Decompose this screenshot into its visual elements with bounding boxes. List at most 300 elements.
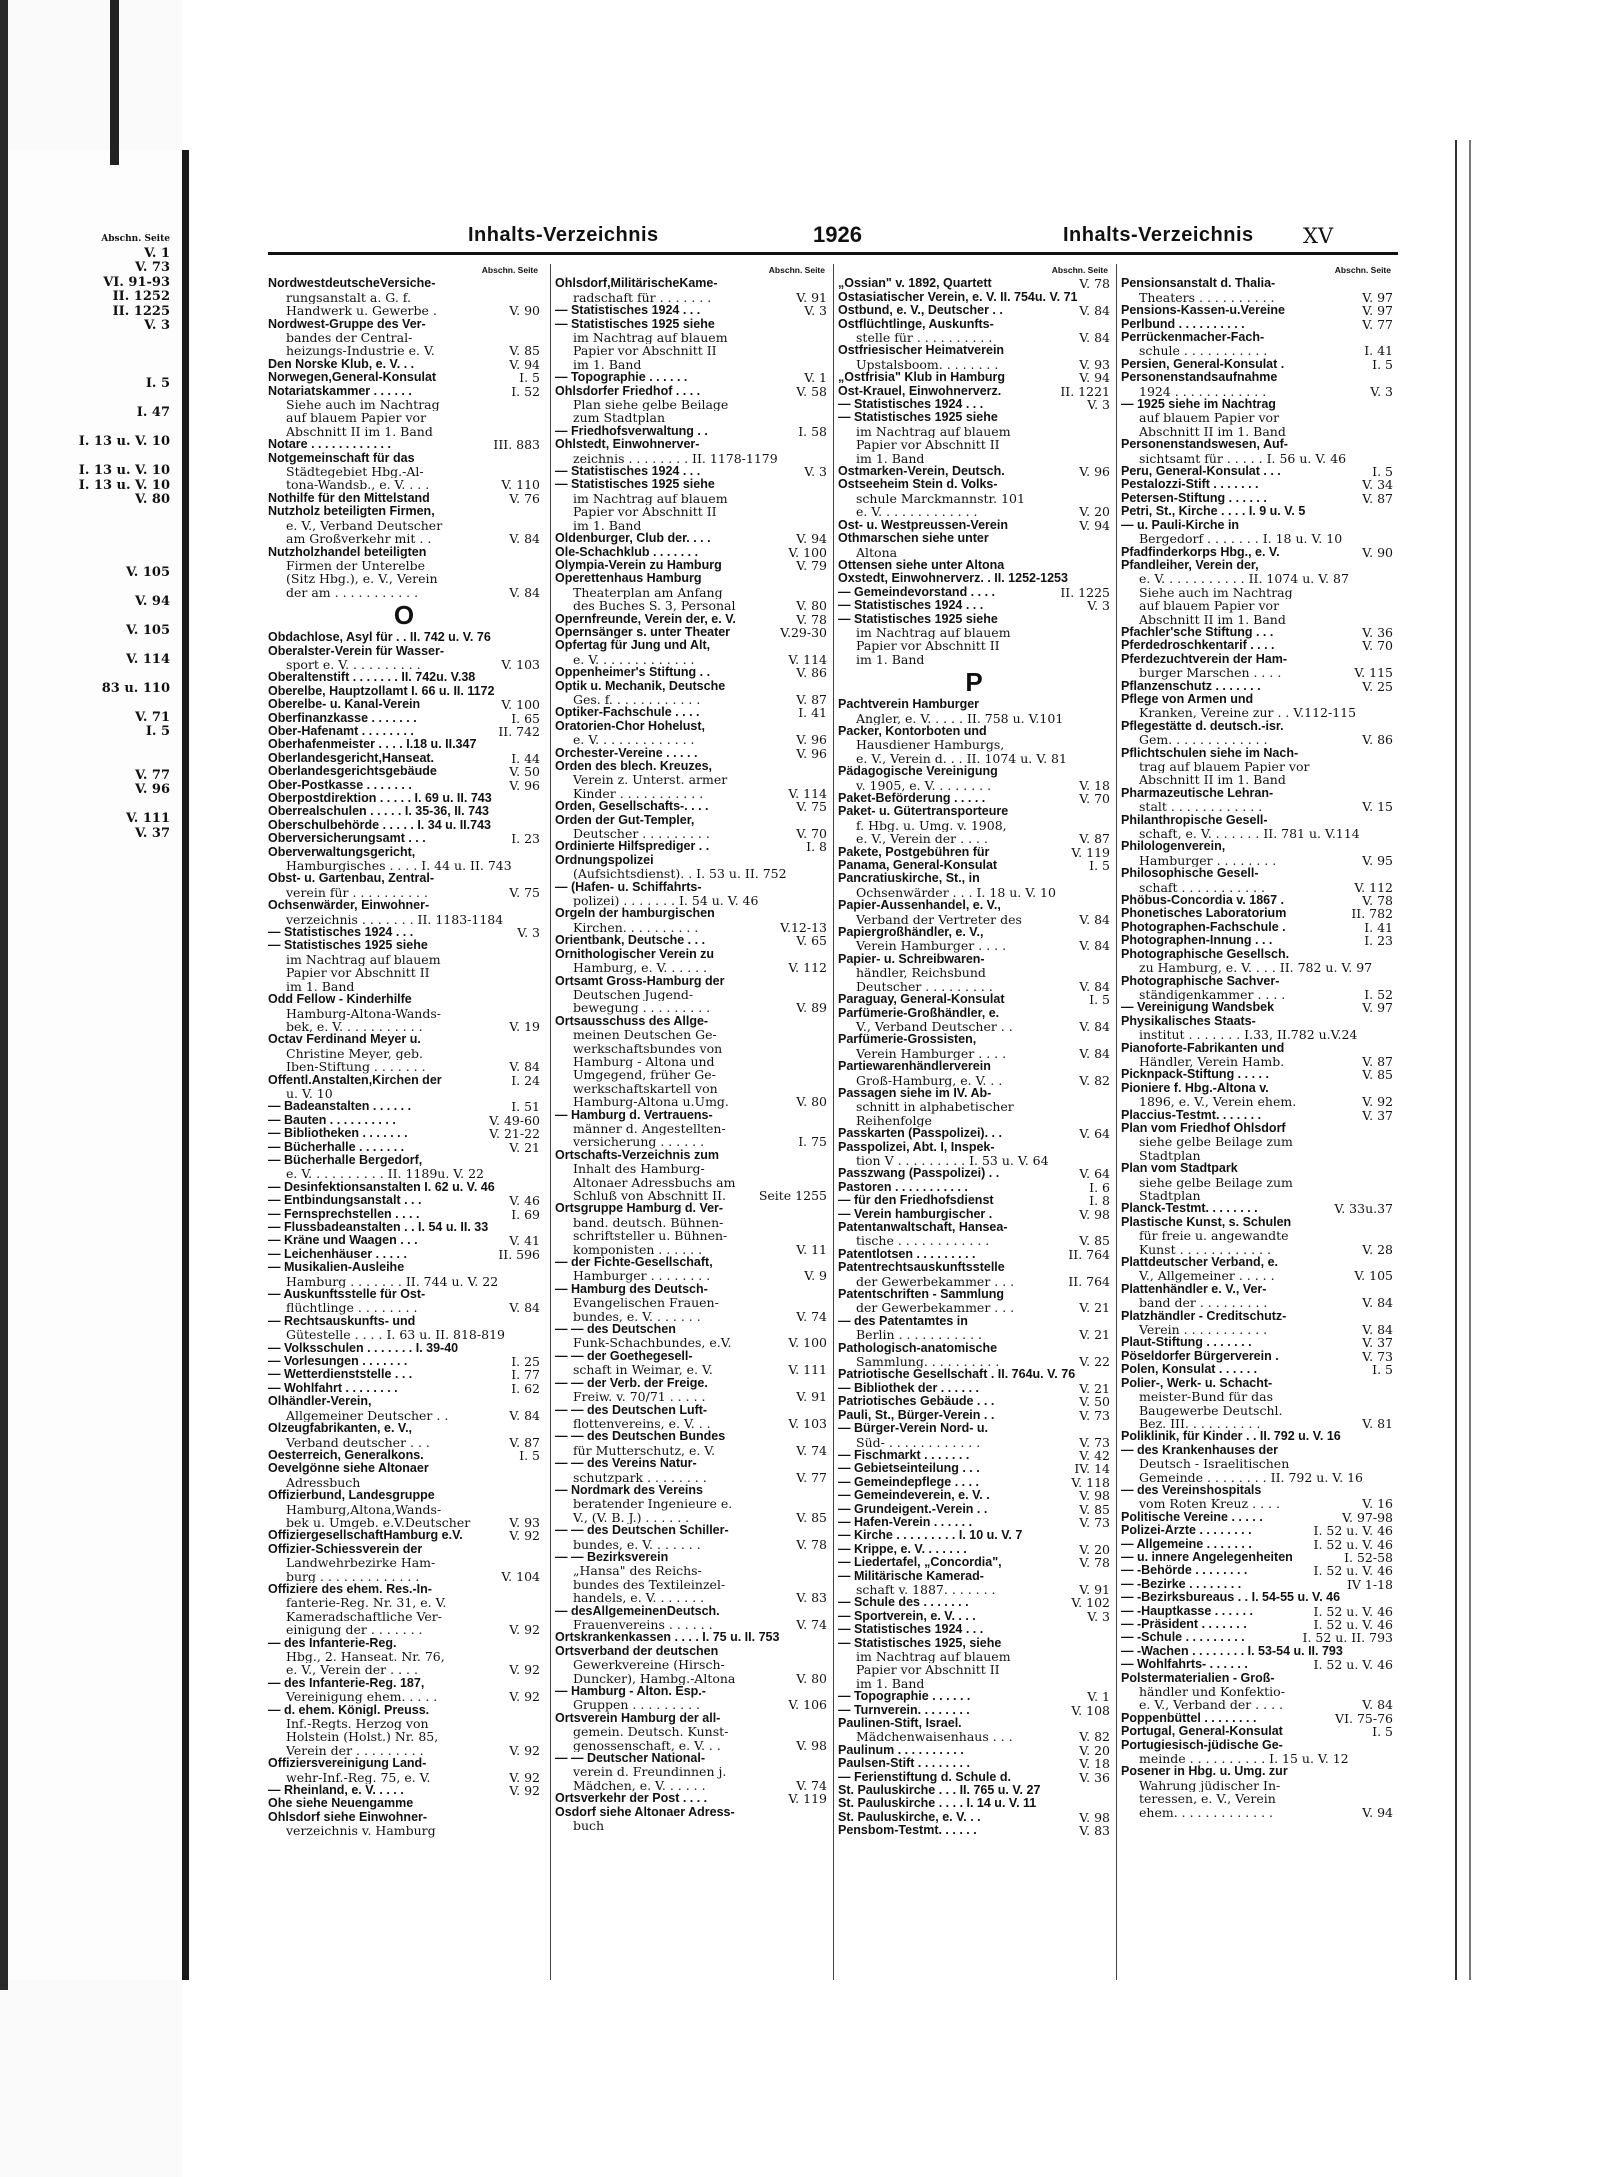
index-entry-continuation xyxy=(268,1610,540,1623)
index-entry-continuation xyxy=(555,1176,827,1189)
entry-text: — Desinfektionsanstalten I. 62 u. V. 46 xyxy=(268,1180,495,1194)
index-entry xyxy=(838,1342,1110,1355)
entry-reference: V. 87 xyxy=(1362,491,1393,506)
fragment-line xyxy=(10,740,178,755)
index-entry xyxy=(268,1489,540,1502)
index-entry-continuation xyxy=(555,988,827,1001)
entry-text: Ostmarken-Verein, Deutsch. xyxy=(838,465,1005,479)
entry-text: — Sportverein, e. V. . . . xyxy=(838,1609,976,1623)
index-entry xyxy=(838,465,1110,478)
entry-text: Philanthropische Gesell- xyxy=(1121,813,1268,827)
index-entry xyxy=(1121,358,1393,371)
index-entry xyxy=(268,546,540,559)
index-entry-continuation xyxy=(1121,572,1393,585)
entry-reference: V. 15 xyxy=(1362,800,1393,814)
index-entry-continuation xyxy=(555,1471,827,1484)
index-entry xyxy=(268,277,540,290)
index-entry xyxy=(268,358,540,371)
index-entry-continuation xyxy=(555,1819,827,1832)
entry-reference: V. 85 xyxy=(796,1510,827,1525)
fragment-line: V. 1 xyxy=(144,246,170,261)
fragment-line xyxy=(10,609,178,624)
entry-text: — Statistisches 1924 . . . xyxy=(555,304,701,318)
entry-text: Ordinierte Hilfsprediger . . xyxy=(555,840,710,854)
entry-text: Theaters . . . . . . . . . . xyxy=(1139,290,1275,305)
entry-text: Placcius-Testmt. . . . . . . xyxy=(1121,1108,1262,1122)
index-entry xyxy=(555,572,827,585)
index-entry xyxy=(1121,1645,1393,1658)
entry-reference: V. 74 xyxy=(796,1618,827,1632)
index-entry xyxy=(1121,331,1393,344)
index-entry-continuation xyxy=(555,1444,827,1457)
index-entry xyxy=(555,1350,827,1363)
entry-text: Orden, Gesellschafts-. . . . xyxy=(555,800,709,814)
entry-text: Ostseeheim Stein d. Volks- xyxy=(838,478,998,492)
entry-text: Plan vom Friedhof Ohlsdorf xyxy=(1121,1121,1286,1135)
index-entry xyxy=(838,291,1110,304)
entry-text: Gewerkvereine (Hirsch- xyxy=(573,1658,725,1672)
entry-text: Pferdedroschkentarif . . . . xyxy=(1121,639,1275,653)
index-entry xyxy=(1121,1564,1393,1577)
entry-reference: V. 36 xyxy=(1079,1770,1110,1785)
entry-text: Ochsenwärder . . . I. 18 u. V. 10 xyxy=(856,885,1056,900)
entry-reference: V. 3 xyxy=(1087,1609,1110,1624)
header-rule xyxy=(268,252,1398,255)
entry-reference: I. 23 xyxy=(1364,934,1393,948)
fragment-line: V. 105 xyxy=(125,623,170,638)
index-entry-continuation xyxy=(268,532,540,545)
entry-text: verzeichnis v. Hamburg xyxy=(286,1824,436,1838)
entry-text: band. deutsch. Bühnen- xyxy=(573,1215,724,1230)
index-entry xyxy=(838,1623,1110,1636)
index-entry-continuation xyxy=(268,1087,540,1100)
entry-text: Ober-Postkasse . . . . . . . xyxy=(268,778,412,792)
entry-text: Pensbom-Testmt. . . . . . xyxy=(838,1824,977,1838)
entry-text: Ortsverkehr der Post . . . . xyxy=(555,1792,708,1806)
entry-text: — Grundeigent.-Verein . . xyxy=(838,1502,988,1516)
entry-reference: V. 19 xyxy=(509,1019,540,1034)
index-entry-continuation xyxy=(555,867,827,880)
entry-text: polizei) . . . . . . . I. 54 u. V. 46 xyxy=(573,894,759,908)
index-entry xyxy=(838,1824,1110,1837)
entry-reference: V. 84 xyxy=(1079,979,1110,994)
entry-text: „Hansa" des Reichs- xyxy=(573,1564,702,1578)
entry-reference: V. 97 xyxy=(1362,290,1393,305)
entry-text: händler, Reichsbund xyxy=(856,966,986,980)
entry-text: Funk-Schachbundes, e.V. xyxy=(573,1336,732,1350)
entry-text: schaft v. 1887. . . . . . . xyxy=(856,1582,996,1597)
entry-text: bundes, e. V. . . . . . . xyxy=(573,1537,701,1551)
entry-reference: V. 96 xyxy=(796,733,827,747)
entry-text: — -Hauptkasse . . . . . . xyxy=(1121,1604,1253,1618)
entry-text: Ohlsdorfer Friedhof . . . . xyxy=(555,384,701,398)
entry-text: verein für . . . . . . . . . . xyxy=(286,885,428,900)
index-entry-continuation xyxy=(555,331,827,344)
entry-reference: V. 22 xyxy=(1079,1355,1110,1369)
entry-text: Personenstandsaufnahme xyxy=(1121,371,1278,385)
entry-text: Ortsgruppe Hamburg d. Ver- xyxy=(555,1202,724,1216)
entry-text: — Musikalien-Ausleihe xyxy=(268,1261,405,1275)
index-entry xyxy=(1121,747,1393,760)
entry-text: radschaft für . . . . . . . xyxy=(573,290,712,305)
index-entry xyxy=(268,872,540,885)
index-entry-continuation xyxy=(555,1042,827,1055)
entry-text: Politische Vereine . . . . . xyxy=(1121,1510,1263,1524)
fragment-line: I. 47 xyxy=(136,406,170,420)
index-entry xyxy=(1121,1618,1393,1631)
entry-text: — Topographie . . . . . . xyxy=(555,371,688,385)
index-entry xyxy=(555,318,827,331)
fragment-line: V. 94 xyxy=(135,594,170,609)
entry-text: Abschnitt II im 1. Band xyxy=(1139,424,1286,439)
index-entry xyxy=(268,1355,540,1368)
entry-reference: V. 97 xyxy=(1362,1001,1393,1015)
entry-reference: V. 33u.37 xyxy=(1334,1202,1393,1216)
index-entry-continuation xyxy=(555,1538,827,1551)
entry-reference: V. 79 xyxy=(796,558,827,573)
index-entry xyxy=(555,613,827,626)
index-entry xyxy=(838,371,1110,384)
entry-text: Papiergroßhändler, e. V., xyxy=(838,926,984,940)
index-entry xyxy=(268,645,540,658)
index-entry-continuation xyxy=(838,653,1110,666)
index-entry-continuation xyxy=(838,1234,1110,1247)
index-entry-continuation xyxy=(268,344,540,357)
index-entry-continuation xyxy=(555,1243,827,1256)
index-entry-continuation xyxy=(1121,1698,1393,1711)
entry-text: — Wohlfahrts- . . . . . . xyxy=(1121,1658,1248,1672)
entry-reference: V. 114 xyxy=(788,652,827,667)
index-entry-continuation xyxy=(555,1189,827,1202)
index-entry xyxy=(838,1476,1110,1489)
entry-text: „Ossian" v. 1892, Quartett xyxy=(838,277,992,291)
entry-reference: V. 84 xyxy=(509,1060,540,1074)
index-column-2 xyxy=(550,264,827,1980)
entry-text: Opfertag für Jung und Alt, xyxy=(555,639,711,653)
entry-text: — -Schule . . . . . . . . . xyxy=(1121,1631,1245,1645)
index-entry xyxy=(268,1315,540,1328)
index-entry-continuation xyxy=(555,653,827,666)
index-entry-continuation xyxy=(838,331,1110,344)
index-entry xyxy=(838,1570,1110,1583)
entry-text: — (Hafen- u. Schiffahrts- xyxy=(555,880,702,894)
index-entry-continuation xyxy=(1121,411,1393,424)
entry-reference: V. 58 xyxy=(796,384,827,399)
index-entry-continuation xyxy=(268,572,540,585)
index-entry-continuation xyxy=(555,505,827,518)
entry-text: schutzpark . . . . . . . . xyxy=(573,1470,707,1484)
entry-text: 1924 . . . . . . . . . . . . xyxy=(1139,384,1267,399)
index-entry xyxy=(1121,1672,1393,1685)
entry-text: Ost- u. Westpreussen-Verein xyxy=(838,518,1008,532)
index-entry xyxy=(838,1368,1110,1381)
entry-text: Papier-Aussenhandel, e. V., xyxy=(838,899,1001,913)
entry-reference: V. 73 xyxy=(1079,1435,1110,1449)
index-entry-continuation xyxy=(555,1698,827,1711)
entry-reference: V. 119 xyxy=(788,1792,827,1806)
scanner-edge xyxy=(0,0,8,1990)
index-entry xyxy=(838,1194,1110,1207)
entry-text: Abschnitt II im 1. Band xyxy=(1139,773,1286,787)
index-entry-continuation xyxy=(838,1583,1110,1596)
index-entry xyxy=(838,559,1110,572)
index-entry-continuation xyxy=(838,819,1110,832)
index-entry-continuation xyxy=(1121,827,1393,840)
index-entry xyxy=(1121,1578,1393,1591)
entry-text: im Nachtrag auf blauem xyxy=(573,491,728,506)
entry-reference: V. 18 xyxy=(1079,1757,1110,1771)
column-header: Abschn. Seite xyxy=(481,265,538,275)
index-entry xyxy=(838,1221,1110,1234)
entry-text: Ober-Hafenamt . . . . . . . . xyxy=(268,724,414,738)
entry-text: tona-Wandsb., e. V. . . . xyxy=(286,478,430,492)
entry-text: Oberversicherungsamt . . . xyxy=(268,832,426,846)
index-entry-continuation xyxy=(268,1623,540,1636)
entry-text: Handwerk u. Gewerbe . xyxy=(286,304,437,318)
entry-text: Oberschulbehörde . . . . . I. 34 u. II.743 xyxy=(268,818,491,832)
index-entry-continuation xyxy=(1121,854,1393,867)
index-entry xyxy=(1121,492,1393,505)
entry-text: — Statistisches 1925 siehe xyxy=(838,411,998,425)
entry-text: Mädchen, e. V. . . . . . xyxy=(573,1778,706,1793)
entry-reference: II. 1221 xyxy=(1060,384,1110,399)
index-entry xyxy=(555,881,827,894)
entry-text: Personenstandswesen, Auf- xyxy=(1121,438,1288,452)
entry-reference: V. 92 xyxy=(509,1784,540,1798)
index-entry-continuation xyxy=(268,1060,540,1073)
entry-text: sport e. V. . . . . . . . . . xyxy=(286,657,421,672)
index-entry-continuation xyxy=(268,1007,540,1020)
index-entry-continuation xyxy=(1121,1806,1393,1819)
entry-reference: V. 91 xyxy=(1079,1582,1110,1597)
index-entry xyxy=(838,1556,1110,1569)
index-entry-continuation xyxy=(838,438,1110,451)
entry-text: bundes des Textileinzel- xyxy=(573,1577,726,1592)
entry-reference: V. 16 xyxy=(1362,1497,1393,1511)
entry-reference: V. 20 xyxy=(1079,1743,1110,1758)
index-entry xyxy=(555,1605,827,1618)
index-entry-continuation xyxy=(555,1296,827,1309)
entry-text: der am . . . . . . . . . . . xyxy=(286,585,419,600)
entry-text: schriftsteller u. Bühnen- xyxy=(573,1229,728,1243)
entry-reference: V. 82 xyxy=(1079,1730,1110,1744)
index-entry xyxy=(1121,948,1393,961)
index-entry-continuation xyxy=(1121,532,1393,545)
entry-text: — Statistisches 1924 . . . xyxy=(838,599,984,613)
entry-reference: V. 100 xyxy=(788,545,827,559)
entry-text: Bergedorf . . . . . . . I. 18 u. V. 10 xyxy=(1139,532,1343,546)
entry-reference: V. 78 xyxy=(1079,1556,1110,1570)
entry-text: Pflichtschulen siehe im Nach- xyxy=(1121,746,1299,760)
index-entry-continuation xyxy=(268,859,540,872)
fragment-line: I. 13 u. V. 10 xyxy=(78,478,170,493)
entry-text: — Militärische Kamerad- xyxy=(838,1569,984,1583)
index-entry xyxy=(555,1283,827,1296)
index-entry xyxy=(1121,787,1393,800)
entry-reference: V. 84 xyxy=(509,1408,540,1423)
entry-text: Verein der . . . . . . . . . xyxy=(286,1743,424,1758)
entry-text: Plattdeutscher Verband, e. xyxy=(1121,1256,1278,1270)
index-entry xyxy=(268,631,540,644)
entry-text: Paraguay, General-Konsulat xyxy=(838,993,1005,1007)
index-entry xyxy=(838,953,1110,966)
index-entry xyxy=(838,318,1110,331)
index-entry-continuation xyxy=(555,1390,827,1403)
index-entry xyxy=(268,1154,540,1167)
index-entry xyxy=(555,626,827,639)
entry-text: Parfümerie-Großhändler, e. xyxy=(838,1006,1000,1020)
entry-text: im 1. Band xyxy=(573,518,642,533)
entry-text: — Fischmarkt . . . . . . . xyxy=(838,1448,970,1462)
entry-text: Pauli, St., Bürger-Verein . . xyxy=(838,1408,995,1422)
index-entry-continuation xyxy=(1121,733,1393,746)
entry-text: Nutzholzhandel beteiligten xyxy=(268,545,427,559)
entry-text: Verband deutscher . . . xyxy=(286,1435,430,1449)
index-entry xyxy=(838,1422,1110,1435)
entry-text: Papier vor Abschnitt II xyxy=(573,505,717,519)
entry-text: tische . . . . . . . . . . . . xyxy=(856,1234,990,1248)
fragment-line: V. 71 xyxy=(135,710,170,725)
entry-text: Panama, General-Konsulat xyxy=(838,859,998,873)
index-entry xyxy=(838,1208,1110,1221)
entry-reference: V. 70 xyxy=(1362,639,1393,653)
entry-text: Polizei-Ärzte . . . . . . . . xyxy=(1121,1524,1252,1538)
entry-text: — u. Pauli-Kirche in xyxy=(1121,518,1240,532)
index-entry xyxy=(268,1637,540,1650)
index-entry-continuation xyxy=(555,787,827,800)
entry-reference: V. 34 xyxy=(1362,478,1393,492)
entry-reference: V. 98 xyxy=(1079,1207,1110,1222)
index-entry xyxy=(1121,304,1393,317)
index-entry xyxy=(555,934,827,947)
entry-text: — Topographie . . . . . . xyxy=(838,1690,971,1704)
index-entry xyxy=(268,846,540,859)
entry-reference: V. 94 xyxy=(509,357,540,372)
entry-reference: V. 42 xyxy=(1079,1448,1110,1463)
entry-text: Kinder . . . . . . . . . . . xyxy=(573,786,704,801)
fragment-line xyxy=(10,363,178,378)
entry-text: Mädchenwaisenhaus . . . xyxy=(856,1730,1013,1744)
entry-text: Patriotisches Gebäude . . . xyxy=(838,1395,995,1409)
index-entry xyxy=(555,277,827,290)
index-entry xyxy=(838,1315,1110,1328)
entry-text: Holstein (Holst.) Nr. 85, xyxy=(286,1730,439,1744)
entry-reference: V. 100 xyxy=(788,1336,827,1350)
entry-text: stelle für . . . . . . . . . . xyxy=(856,331,993,345)
entry-text: Berlin . . . . . . . . . . . xyxy=(856,1328,983,1342)
entry-reference: V. 78 xyxy=(1079,277,1110,291)
entry-text: Firmen der Unterelbe xyxy=(286,558,426,573)
entry-text: Verein Hamburger . . . . xyxy=(856,939,1007,953)
index-entry-continuation xyxy=(555,344,827,357)
index-entry xyxy=(268,1757,540,1770)
entry-text: e. V., Verein d. . . II. 1074 u. V. 81 xyxy=(856,751,1067,766)
entry-text: — Bibliotheken . . . . . . . xyxy=(268,1127,408,1141)
entry-text: — Gebietseinteilung . . . xyxy=(838,1462,980,1476)
index-entry xyxy=(555,1256,827,1269)
index-entry xyxy=(1121,1042,1393,1055)
entry-text: — des Infanterie-Reg. 187, xyxy=(268,1676,425,1690)
index-entry xyxy=(268,1462,540,1475)
entry-text: Paulsen-Stift . . . . . . . . xyxy=(838,1757,970,1771)
entry-reference: V. 74 xyxy=(796,1309,827,1324)
index-entry-continuation xyxy=(1121,1779,1393,1792)
entry-reference: V. 80 xyxy=(796,1095,827,1109)
index-entry-continuation xyxy=(1121,599,1393,612)
index-entry-continuation xyxy=(838,1020,1110,1033)
entry-reference: V. 65 xyxy=(796,934,827,948)
entry-text: Kranken, Vereine zur . . V.112-115 xyxy=(1139,706,1357,720)
entry-reference: V. 82 xyxy=(1079,1073,1110,1087)
index-entry-continuation xyxy=(838,1154,1110,1167)
index-entry xyxy=(838,1610,1110,1623)
index-entry-continuation xyxy=(555,693,827,706)
entry-text: Ornithologischer Verein zu xyxy=(555,947,715,961)
fragment-line: V. 3 xyxy=(144,319,170,333)
index-entry xyxy=(268,1208,540,1221)
index-entry xyxy=(268,385,540,398)
index-entry-continuation xyxy=(1121,666,1393,679)
index-entry xyxy=(268,1797,540,1810)
entry-reference: V. 103 xyxy=(788,1416,827,1431)
gutter-shadow xyxy=(110,0,119,165)
index-entry-continuation xyxy=(268,1771,540,1784)
entry-text: e. V. . . . . . . . . . . . . xyxy=(856,505,978,519)
entry-reference: V. 83 xyxy=(796,1591,827,1605)
index-entry xyxy=(555,425,827,438)
entry-reference: I. 8 xyxy=(806,840,827,854)
entry-text: — — der Verb. der Freige. xyxy=(555,1376,708,1390)
index-entry xyxy=(268,899,540,912)
entry-text: Vereinigung ehem. . . . . xyxy=(286,1690,438,1704)
index-entry-continuation xyxy=(555,961,827,974)
index-entry-continuation xyxy=(555,1310,827,1323)
entry-reference: V. 3 xyxy=(804,304,827,318)
entry-text: — Statistisches 1925, siehe xyxy=(838,1636,1002,1650)
entry-text: siehe gelbe Beilage zum xyxy=(1139,1175,1293,1190)
entry-text: Deutscher . . . . . . . . . xyxy=(573,827,710,841)
entry-text: e. V., Verein der . . . . xyxy=(286,1663,418,1677)
entry-text: versicherung . . . . . . xyxy=(573,1135,705,1149)
index-entry xyxy=(268,805,540,818)
fragment-line xyxy=(10,450,178,465)
entry-text: auf blauem Papier vor xyxy=(1139,411,1280,425)
entry-text: — Bürger-Verein Nord- u. xyxy=(838,1422,989,1436)
index-entry-continuation xyxy=(1121,1752,1393,1765)
entry-text: für freie u. angewandte xyxy=(1139,1229,1289,1243)
index-entry-continuation xyxy=(1121,1028,1393,1041)
entry-text: Deutsch - Israelitischen xyxy=(1139,1457,1290,1471)
entry-text: Offiziere des ehem. Res.-In- xyxy=(268,1582,432,1596)
entry-text: Pestalozzi-Stift . . . . . . . xyxy=(1121,478,1259,492)
index-entry-continuation xyxy=(838,752,1110,765)
index-entry-continuation xyxy=(555,1511,827,1524)
entry-text: Passkarten (Passpolizei). . . xyxy=(838,1127,1002,1141)
entry-text: Papier vor Abschnitt II xyxy=(856,438,1000,452)
index-entry xyxy=(838,1690,1110,1703)
entry-reference: V. 70 xyxy=(1079,792,1110,806)
index-entry xyxy=(838,792,1110,805)
index-entry xyxy=(838,1717,1110,1730)
index-entry xyxy=(555,478,827,491)
entry-text: Städtegebiet Hbg.-Al- xyxy=(286,465,424,479)
index-entry xyxy=(268,1784,540,1797)
entry-reference: I. 52 xyxy=(1364,987,1393,1002)
index-entry-continuation xyxy=(838,1047,1110,1060)
entry-text: Hamburger . . . . . . . . xyxy=(1139,853,1277,868)
fragment-line xyxy=(10,522,178,537)
index-entry xyxy=(555,1457,827,1470)
